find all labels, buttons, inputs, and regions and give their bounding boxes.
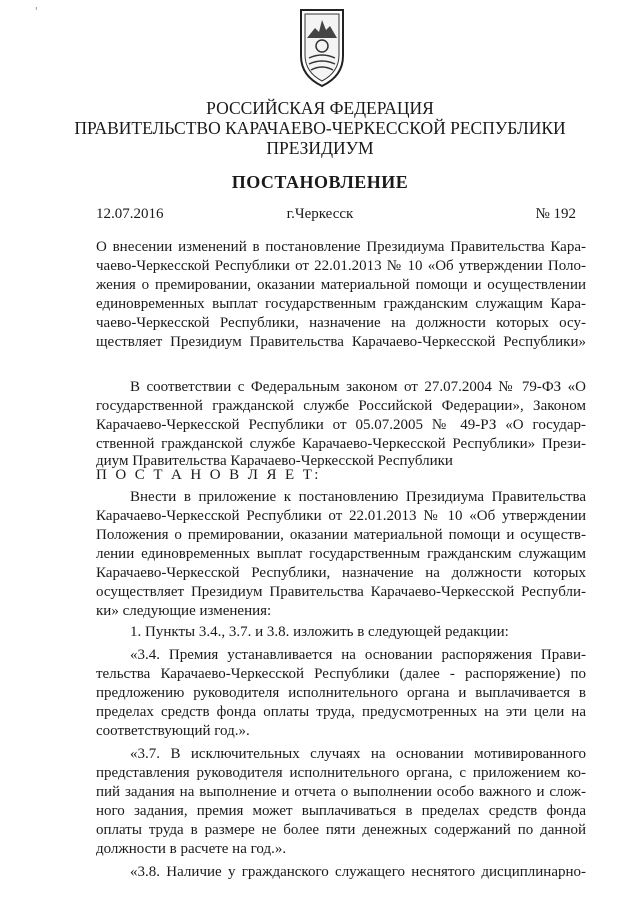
- body-line: «3.4. Премия устанавливается на основании распоряжения Прави-: [130, 647, 586, 663]
- title-line: единовременных выплат государственным гражданским служащим Кара-: [96, 296, 586, 312]
- document-number: № 192: [535, 206, 576, 222]
- body-line: должности в расчете на год.».: [96, 841, 287, 857]
- body-line: тельства Карачаево-Черкесской Республики (далее - распоряжение) по: [96, 666, 586, 682]
- body-line: диум Правительства Карачаево-Черкесской Республики: [96, 453, 453, 469]
- scan-speck: ⸯ: [34, 8, 39, 17]
- body-line: оплаты труда в размере не более пяти денежных содержаний по данной: [96, 822, 586, 838]
- title-line: ществляет Президиум Правительства Карачаево-Черкесской Республики»: [96, 334, 586, 350]
- title-line: О внесении изменений в постановление Президиума Правительства Кара-: [96, 239, 586, 255]
- document-city: г.Черкесск: [286, 206, 354, 222]
- header-line-country: РОССИЙСКАЯ ФЕДЕРАЦИЯ: [206, 98, 434, 118]
- resolution-keyword: П О С Т А Н О В Л Я Е Т:: [96, 467, 321, 483]
- document-type-title: ПОСТАНОВЛЕНИЕ: [231, 172, 409, 192]
- body-line: пределах средств фонда оплаты труда, предусмотренных на эти цели на: [96, 704, 586, 720]
- body-line: ственной гражданской службе Карачаево-Черкесской Республики» Прези-: [96, 436, 586, 452]
- body-line: государственной гражданской службе Российской Федерации», Законом: [96, 398, 586, 414]
- body-line: лении единовременных выплат государственным гражданским служащим: [96, 546, 586, 562]
- document-date: 12.07.2016: [96, 206, 164, 222]
- coat-of-arms-icon: [297, 6, 347, 88]
- body-line: Карачаево-Черкесской Республики, назначение на должности которых: [96, 565, 586, 581]
- body-line: ки» следующие изменения:: [96, 603, 272, 619]
- body-line: «3.8. Наличие у гражданского служащего неснятого дисциплинарно-: [130, 864, 586, 880]
- body-line: «3.7. В исключительных случаях на основании мотивированного: [130, 746, 586, 762]
- body-line: пий задания на выполнение и отчета о выполнении особо важного и слож-: [96, 784, 586, 800]
- body-line: Карачаево-Черкесской Республики от 05.07.2005 № 49-РЗ «О государ-: [96, 417, 586, 433]
- body-line: предложению руководителя исполнительного органа и выплачивается в: [96, 685, 586, 701]
- header-line-government: ПРАВИТЕЛЬСТВО КАРАЧАЕВО-ЧЕРКЕССКОЙ РЕСПУБЛИКИ: [74, 118, 566, 138]
- body-line: В соответствии с Федеральным законом от 27.07.2004 № 79-ФЗ «О: [130, 379, 586, 395]
- title-line: чаево-Черкесской Республики, назначение на должности которых осу-: [96, 315, 586, 331]
- body-line: Внести в приложение к постановлению Президиума Правительства: [130, 489, 586, 505]
- body-line: Положения о премировании, оказании материальной помощи и осуществ-: [96, 527, 586, 543]
- body-line: Карачаево-Черкесской Республики от 22.01.2013 № 10 «Об утверждении: [96, 508, 586, 524]
- body-line: осуществляет Президиум Правительства Карачаево-Черкесской Республи-: [96, 584, 586, 600]
- body-line: 1. Пункты 3.4., 3.7. и 3.8. изложить в следующей редакции:: [130, 624, 509, 640]
- title-line: жения о премировании, оказании материальной помощи и осуществлении: [96, 277, 586, 293]
- body-line: соответствующий год.».: [96, 723, 250, 739]
- header-line-presidium: ПРЕЗИДИУМ: [266, 138, 374, 158]
- body-line: представления руководителя исполнительного органа, с приложением ко-: [96, 765, 586, 781]
- body-line: ного задания, премия может выплачиваться в пределах средств фонда: [96, 803, 586, 819]
- title-line: чаево-Черкесской Республики от 22.01.2013 № 10 «Об утверждении Поло-: [96, 258, 586, 274]
